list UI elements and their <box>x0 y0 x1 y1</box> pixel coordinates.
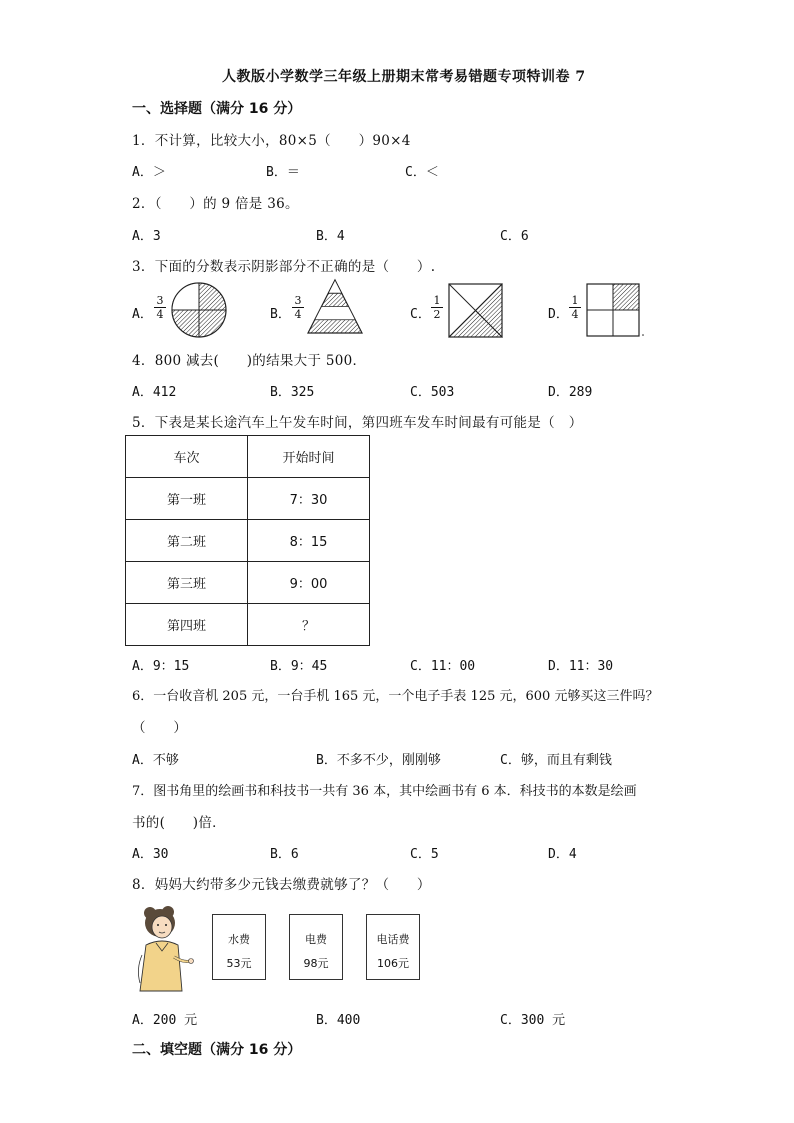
q7-option-c[interactable]: C．5 <box>410 847 439 862</box>
bill-name: 水费 <box>228 933 250 946</box>
question-7-line-1: 7．图书角里的绘画书和科技书一共有 36 本，其中绘画书有 6 本．科技书的本数是绘画 <box>132 784 637 799</box>
table-cell: 第二班 <box>126 520 248 562</box>
question-2: 2．（ ）的 9 倍是 36。 <box>132 196 299 212</box>
question-5: 5．下表是某长途汽车上午发车时间，第四班车发车时间最有可能是（ ） <box>132 415 583 431</box>
q4-option-c[interactable]: C．503 <box>410 385 455 400</box>
water-bill-card <box>212 914 266 980</box>
question-7-line-2: 书的( )倍． <box>132 815 226 831</box>
q2-option-c[interactable]: C．6 <box>500 229 529 244</box>
q3-fraction-d: $\frac{1}{4}$ <box>569 294 581 321</box>
q3-option-c[interactable]: C． <box>410 307 431 322</box>
q4-option-d[interactable]: D．289 <box>548 385 593 400</box>
table-cell: 第四班 <box>126 604 248 646</box>
table-row <box>126 520 370 562</box>
phone-bill-card <box>366 914 420 980</box>
bill-name: 电费 <box>305 933 327 946</box>
q3-option-b[interactable]: B． <box>270 307 291 322</box>
question-6-answer-paren: （ ） <box>132 720 188 736</box>
question-8: 8．妈妈大约带多少元钱去缴费就够了？（ ） <box>132 877 431 893</box>
q4-option-b[interactable]: B．325 <box>270 385 315 400</box>
hatched-square-figure <box>448 283 504 339</box>
question-3: 3．下面的分数表示阴影部分不正确的是（ ）. <box>132 259 436 275</box>
q5-option-d[interactable]: D．11：30 <box>548 659 614 674</box>
electricity-bill-card <box>289 914 343 980</box>
table-header-cell: 车次 <box>126 436 248 478</box>
hatched-grid-figure <box>586 283 646 339</box>
page-title: 人教版小学数学三年级上册期末常考易错题专项特训卷 7 <box>222 69 586 85</box>
mother-illustration <box>128 905 196 993</box>
hatched-triangle-figure <box>306 278 364 336</box>
table-header-row <box>126 436 370 478</box>
question-6: 6．一台收音机 205 元，一台手机 165 元，一个电子手表 125 元，600 元够买这三件吗？ <box>132 689 659 704</box>
q8-option-b[interactable]: B．400 <box>316 1013 361 1028</box>
q1-option-c[interactable]: C．＜ <box>405 165 439 180</box>
q2-option-a[interactable]: A．3 <box>132 229 161 244</box>
q3-fraction-b: $\frac{3}{4}$ <box>292 294 304 321</box>
table-row <box>126 478 370 520</box>
table-cell: ？ <box>248 604 370 646</box>
table-row <box>126 604 370 646</box>
bus-schedule-table <box>125 435 370 646</box>
q3-option-a[interactable]: A． <box>132 307 153 322</box>
bill-amount: 98元 <box>303 957 329 970</box>
hatched-circle-figure <box>170 281 228 339</box>
q4-option-a[interactable]: A．412 <box>132 385 177 400</box>
bill-amount: 53元 <box>226 957 252 970</box>
bill-name: 电话费 <box>376 933 410 946</box>
question-1: 1．不计算，比较大小，80×5（ ）90×4 <box>132 133 411 149</box>
q5-option-a[interactable]: A．9：15 <box>132 659 190 674</box>
q6-option-a[interactable]: A．不够 <box>132 753 179 768</box>
q5-option-b[interactable]: B．9：45 <box>270 659 328 674</box>
q8-option-c[interactable]: C．300 元 <box>500 1013 566 1028</box>
q3-option-d[interactable]: D． <box>548 307 569 322</box>
section-heading-fill-blank: 二、填空题（满分 16 分） <box>132 1042 302 1058</box>
q7-option-a[interactable]: A．30 <box>132 847 169 862</box>
question-4: 4．800 减去( )的结果大于 500． <box>132 353 367 369</box>
table-cell: 第一班 <box>126 478 248 520</box>
q2-option-b[interactable]: B．4 <box>316 229 345 244</box>
table-cell: 9：00 <box>248 562 370 604</box>
bill-amount: 106元 <box>377 957 409 970</box>
q7-option-b[interactable]: B．6 <box>270 847 299 862</box>
table-cell: 7：30 <box>248 478 370 520</box>
q1-option-b[interactable]: B．＝ <box>266 165 300 180</box>
table-cell: 8：15 <box>248 520 370 562</box>
q1-option-a[interactable]: A．＞ <box>132 165 166 180</box>
section-heading-choice: 一、选择题（满分 16 分） <box>132 101 302 117</box>
table-row <box>126 562 370 604</box>
q6-option-c[interactable]: C．够，而且有剩钱 <box>500 753 612 768</box>
q5-option-c[interactable]: C．11：00 <box>410 659 476 674</box>
q3-fraction-a: $\frac{3}{4}$ <box>154 294 166 321</box>
q7-option-d[interactable]: D．4 <box>548 847 577 862</box>
table-header-cell: 开始时间 <box>248 436 370 478</box>
q3-fraction-c: $\frac{1}{2}$ <box>431 294 443 321</box>
table-cell: 第三班 <box>126 562 248 604</box>
q8-option-a[interactable]: A．200 元 <box>132 1013 198 1028</box>
q6-option-b[interactable]: B．不多不少，刚刚够 <box>316 753 441 768</box>
